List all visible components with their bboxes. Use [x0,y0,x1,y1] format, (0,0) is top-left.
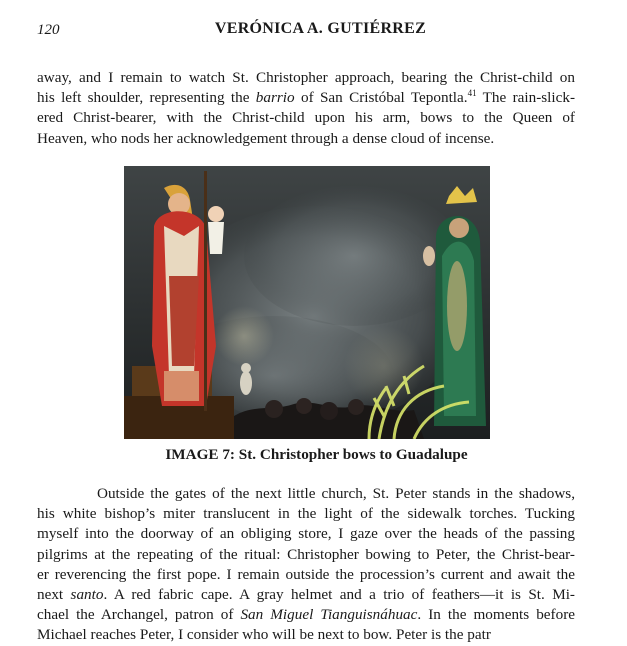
running-head: VERÓNICA A. GUTIÉRREZ [214,20,427,37]
text-line: ered Christ-bearer, with the Christ-child upon his arm, bows to the Queen of [37,109,575,127]
italic-term: barrio [255,89,295,107]
text-line: next santo. A red fabric cape. A gray helmet and a trio of feathers—it is St. Mi- [37,586,575,604]
text-line: away, and I remain to watch St. Christopher approach, bearing the Christ-child on [37,69,575,86]
italic-term: santo [70,586,104,604]
photo-procession [124,166,490,439]
figure-caption: IMAGE 7: St. Christopher bows to Guadalupe [165,446,468,463]
footnote-ref[interactable]: 41 [467,88,477,99]
paragraph-2 [37,484,575,646]
text-line: pilgrims at the repeating of the ritual: Christopher bowing to Peter, the Christ-bear- [37,545,575,563]
text-line: his left shoulder, representing the barrio of San Cristóbal Tepontla.$^{41}$ The rain-slick- [37,88,575,107]
italic-term: San Miguel Tianguisnáhuac [240,606,418,624]
text-line: chael the Archangel, patron of San Miguel Tianguisnáhuac. In the moments before [37,606,576,624]
text-line: Outside the gates of the next little church, St. Peter stands in the shadows, [97,485,575,502]
text-line: myself into the doorway of an obliging store, I gaze over the heads of the passing [37,525,575,543]
page-number: 120 [37,22,60,38]
text-line: Michael reaches Peter, I consider who will be next to bow. Peter is the patr [37,626,491,644]
paragraph-1 [37,68,575,149]
photo-illustration [124,166,490,439]
text-line: er reverencing the first pope. I remain outside the procession’s current and await the [37,565,575,583]
text-line: his white bishop’s miter translucent in the light of the sidewalk torches. Tucking [37,505,575,523]
text-line: Heaven, who nods her acknowledgement through a dense cloud of incense. [37,129,495,147]
